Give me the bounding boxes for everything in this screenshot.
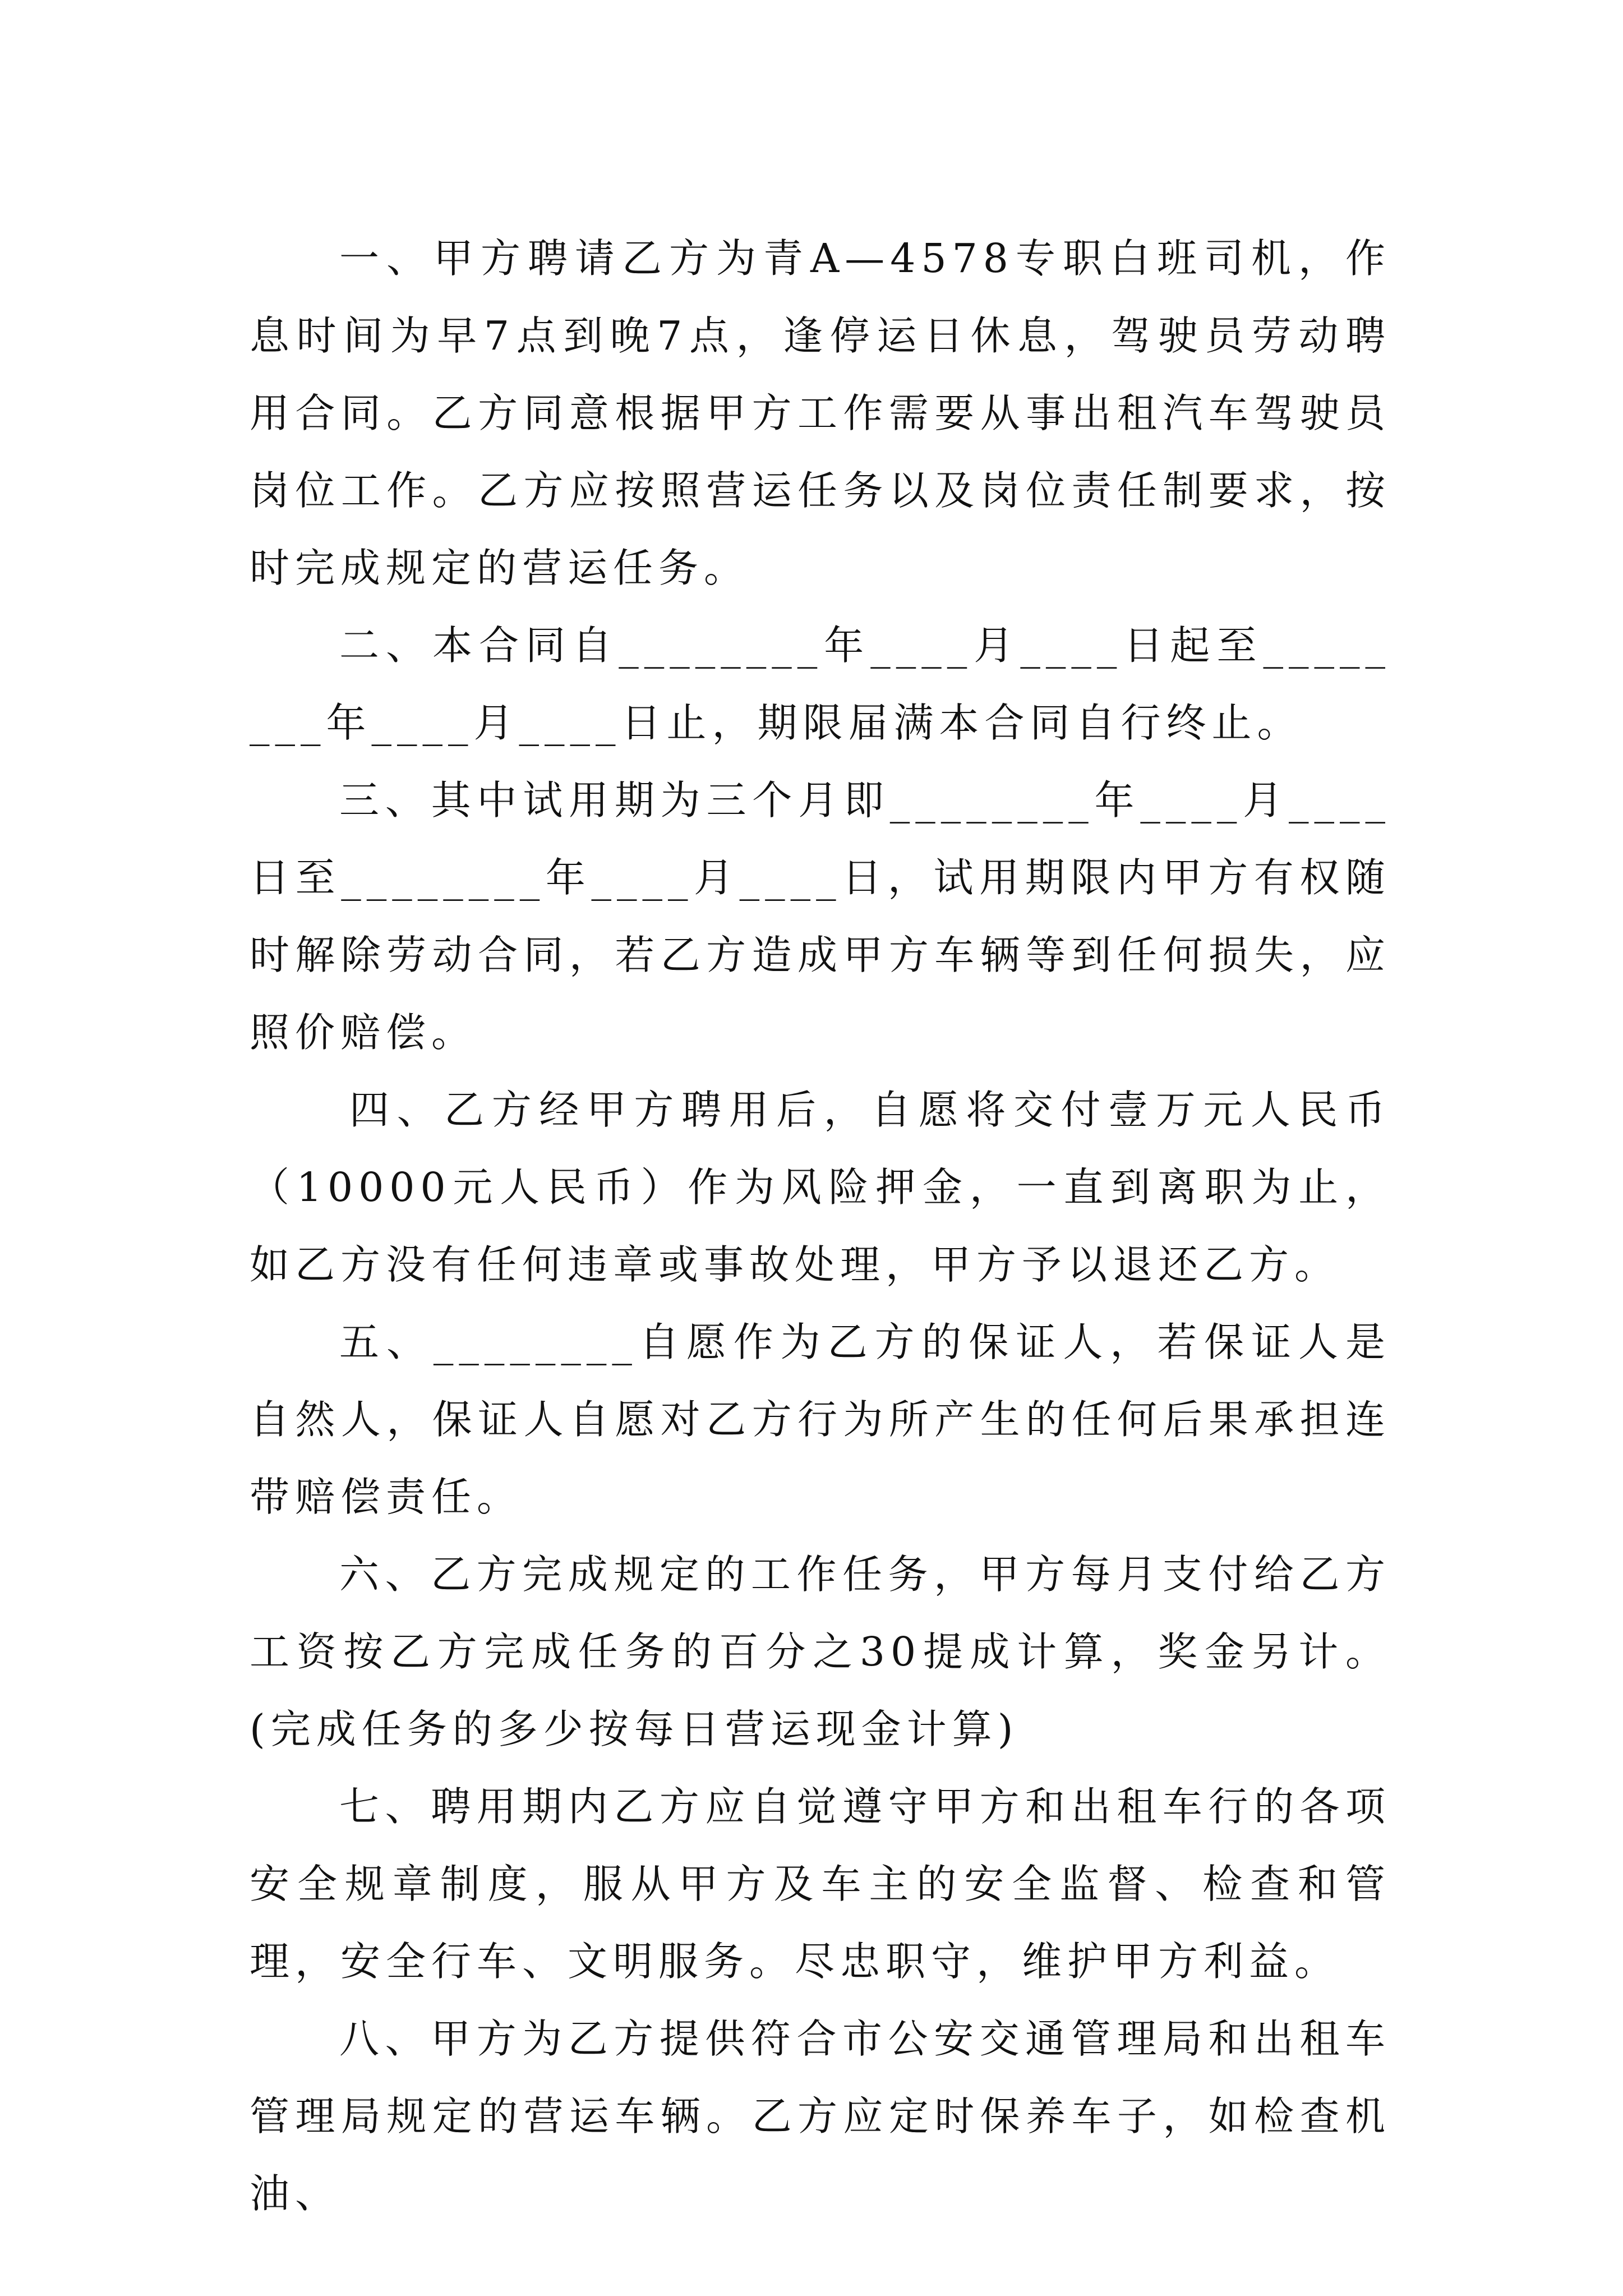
clause-1-paragraph: 一、甲方聘请乙方为青A—4578专职白班司机，作息时间为早7点到晚7点，逢停运日休息，驾驶员劳动聘用合同。乙方同意根据甲方工作需要从事出租汽车驾驶员岗位工作。乙方应按照营运任务以及岗位责任制要求，按时完成规定的营运任务。 bbox=[250, 235, 1391, 591]
clause-3-paragraph: 三、其中试用期为三个月即________年____月____日至________年____月____日，试用期限内甲方有权随时解除劳动合同，若乙方造成甲方车辆等到任何损失，应照价赔偿。 bbox=[250, 777, 1391, 1056]
clause-4-paragraph: 四、乙方经甲方聘用后，自愿将交付壹万元人民币（10000元人民币）作为风险押金，一直到离职为止，如乙方没有任何违章或事故处理，甲方予以退还乙方。 bbox=[250, 1087, 1391, 1288]
clause-5-paragraph: 五、________自愿作为乙方的保证人，若保证人是自然人，保证人自愿对乙方行为所产生的任何后果承担连带赔偿责任。 bbox=[250, 1319, 1391, 1520]
clause-2-paragraph: 二、本合同自________年____月____日起至________年____月____日止，期限届满本合同自行终止。 bbox=[250, 622, 1391, 746]
clause-7-paragraph: 七、聘用期内乙方应自觉遵守甲方和出租车行的各项安全规章制度，服从甲方及车主的安全监督、检查和管理，安全行车、文明服务。尽忠职守，维护甲方利益。 bbox=[250, 1783, 1391, 1985]
clause-6-paragraph: 六、乙方完成规定的工作任务，甲方每月支付给乙方工资按乙方完成任务的百分之30提成计算，奖金另计。(完成任务的多少按每日营运现金计算) bbox=[250, 1551, 1391, 1752]
clause-8-paragraph: 八、甲方为乙方提供符合市公安交通管理局和出租车管理局规定的营运车辆。乙方应定时保养车子，如检查机油、 bbox=[250, 2016, 1391, 2217]
contract-body bbox=[250, 220, 1391, 2233]
